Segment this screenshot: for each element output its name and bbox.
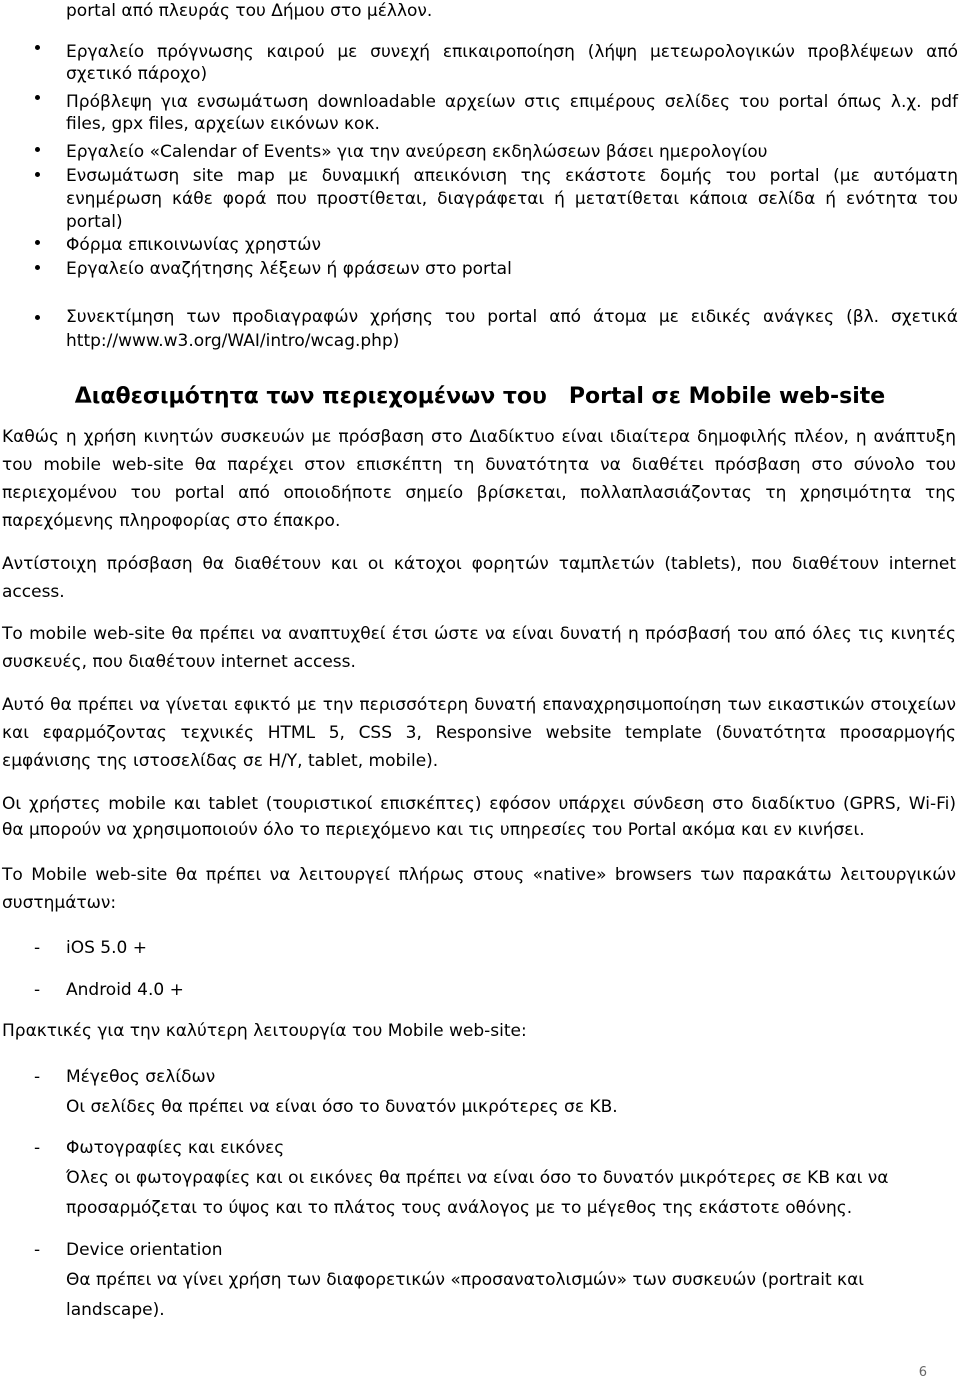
bullet-marker <box>35 265 40 270</box>
practice-text: Οι σελίδες θα πρέπει να είναι όσο το δυνατόν μικρότερες σε ΚΒ. <box>66 1097 618 1117</box>
bullet-line: portal) <box>66 212 123 232</box>
bullet-line: Εργαλείο «Calendar of Events» για την ανεύρεση εκδηλώσεων βάσει ημερολογίου <box>66 142 768 162</box>
dash-marker: - <box>34 938 41 958</box>
bullet-line: files, gpx files, αρχείων εικόνων κοκ. <box>66 114 380 134</box>
practice-title: Device orientation <box>66 1240 223 1260</box>
bullet-marker <box>35 45 40 50</box>
paragraph-line: Οι χρήστες mobile και tablet (τουριστικοί επισκέπτες) εφόσον υπάρχει σύνδεση στο διαδίκτυο (GPRS, Wi-Fi) <box>2 794 956 814</box>
dash-marker: - <box>34 1067 41 1087</box>
paragraph-line: του mobile web-site θα παρέχει στον επισκέπτη τη δυνατότητα να διαθέτει πρόσβαση στο σύνολο του <box>2 455 956 475</box>
bullet-marker <box>35 147 40 152</box>
paragraph-line: Αντίστοιχη πρόσβαση θα διαθέτουν και οι κάτοχοι φορητών ταμπλετών (tablets), που διαθέτουν internet <box>2 554 956 574</box>
dash-marker: - <box>34 980 41 1000</box>
bullet-marker <box>35 172 40 177</box>
paragraph-line: Το mobile web-site θα πρέπει να αναπτυχθεί έτσι ώστε να είναι δυνατή η πρόσβασή του από όλες τις κινητές <box>2 624 956 644</box>
practice-text: Όλες οι φωτογραφίες και οι εικόνες θα πρέπει να είναι όσο το δυνατόν μικρότερες σε ΚΒ και να <box>66 1168 889 1188</box>
paragraph-line: access. <box>2 582 65 602</box>
bullet-line: Φόρμα επικοινωνίας χρηστών <box>66 235 322 255</box>
section-heading <box>0 383 960 411</box>
paragraph-line: και εφαρμόζοντας τεχνικές HTML 5, CSS 3, Responsive website template (δυνατότητα προσαρμογής <box>2 723 956 743</box>
bullet-marker <box>35 315 40 320</box>
practice-text: Θα πρέπει να γίνει χρήση των διαφορετικών «προσανατολισμών» των συσκευών (portrait και <box>66 1270 865 1290</box>
paragraph-line: Αυτό θα πρέπει να γίνεται εφικτό με την περισσότερη δυνατή επαναχρησιμοποίηση των εικαστικών στοιχείων <box>2 695 956 715</box>
practice-text: landscape). <box>66 1300 165 1320</box>
bullet-marker <box>35 95 40 100</box>
paragraph-line: Το Mobile web-site θα πρέπει να λειτουργεί πλήρως στους «native» browsers των παρακάτω λειτουργικών <box>2 865 956 885</box>
bullet-line: http://www.w3.org/WAI/intro/wcag.php) <box>66 331 400 351</box>
os-item: Android 4.0 + <box>66 980 184 1000</box>
os-item: iOS 5.0 + <box>66 938 147 958</box>
bullet-line: Ενσωμάτωση site map με δυναμική απεικόνιση της εκάστοτε δομής του portal (με αυτόματη <box>66 166 958 186</box>
top-fragment: portal από πλευράς του Δήμου στο μέλλον. <box>66 1 433 21</box>
bullet-line: σχετικό πάροχο) <box>66 64 208 84</box>
paragraph-line: θα μπορούν να χρησιμοποιούν όλο το περιεχόμενο και τις υπηρεσίες του Portal ακόμα και εν κινήσει. <box>2 820 865 840</box>
paragraph-line: εμφάνισης της ιστοσελίδας σε Η/Υ, tablet, mobile). <box>2 751 439 771</box>
paragraph-line: Καθώς η χρήση κινητών συσκευών με πρόσβαση στο Διαδίκτυο είναι ιδιαίτερα δημοφιλής πλέον, η ανάπτυξη <box>2 427 956 447</box>
bullet-line: Συνεκτίμηση των προδιαγραφών χρήσης του portal από άτομα με ειδικές ανάγκες (βλ. σχετικά <box>66 307 958 327</box>
section-heading-part1: Διαθεσιμότητα των περιεχομένων του <box>74 384 547 409</box>
bullet-line: Εργαλείο πρόγνωσης καιρού με συνεχή επικαιροποίηση (λήψη μετεωρολογικών προβλέψεων από <box>66 42 958 62</box>
paragraph-line: συστημάτων: <box>2 893 117 913</box>
bullet-line: Εργαλείο αναζήτησης λέξεων ή φράσεων στο portal <box>66 259 512 279</box>
practice-text: προσαρμόζεται το ύψος και το πλάτος τους ανάλογος με το μέγεθος της εκάστοτε οθόνης. <box>66 1198 853 1218</box>
page-number: 6 <box>918 1365 927 1380</box>
section-heading-part2: Portal σε Mobile web-site <box>568 384 886 409</box>
practice-title: Μέγεθος σελίδων <box>66 1067 216 1087</box>
dash-marker: - <box>34 1240 41 1260</box>
practices-intro: Πρακτικές για την καλύτερη λειτουργία του Mobile web-site: <box>2 1021 527 1041</box>
practice-title: Φωτογραφίες και εικόνες <box>66 1138 285 1158</box>
dash-marker: - <box>34 1138 41 1158</box>
paragraph-line: παρεχόμενης πληροφορίας στο έπακρο. <box>2 511 341 531</box>
paragraph-line: συσκευές, που διαθέτουν internet access. <box>2 652 356 672</box>
bullet-line: ενημέρωση κάθε φορά που προστίθεται, διαγράφεται ή μετατίθεται κάποια σελίδα ή ενότητα του <box>66 189 958 209</box>
paragraph-line: περιεχομένου του portal από οποιοδήποτε σημείο βρίσκεται, πολλαπλασιάζοντας τη χρησιμότητα της <box>2 483 956 503</box>
bullet-line: Πρόβλεψη για ενσωμάτωση downloadable αρχείων στις επιμέρους σελίδες του portal όπως λ.χ. pdf <box>66 92 958 112</box>
bullet-marker <box>35 240 40 245</box>
